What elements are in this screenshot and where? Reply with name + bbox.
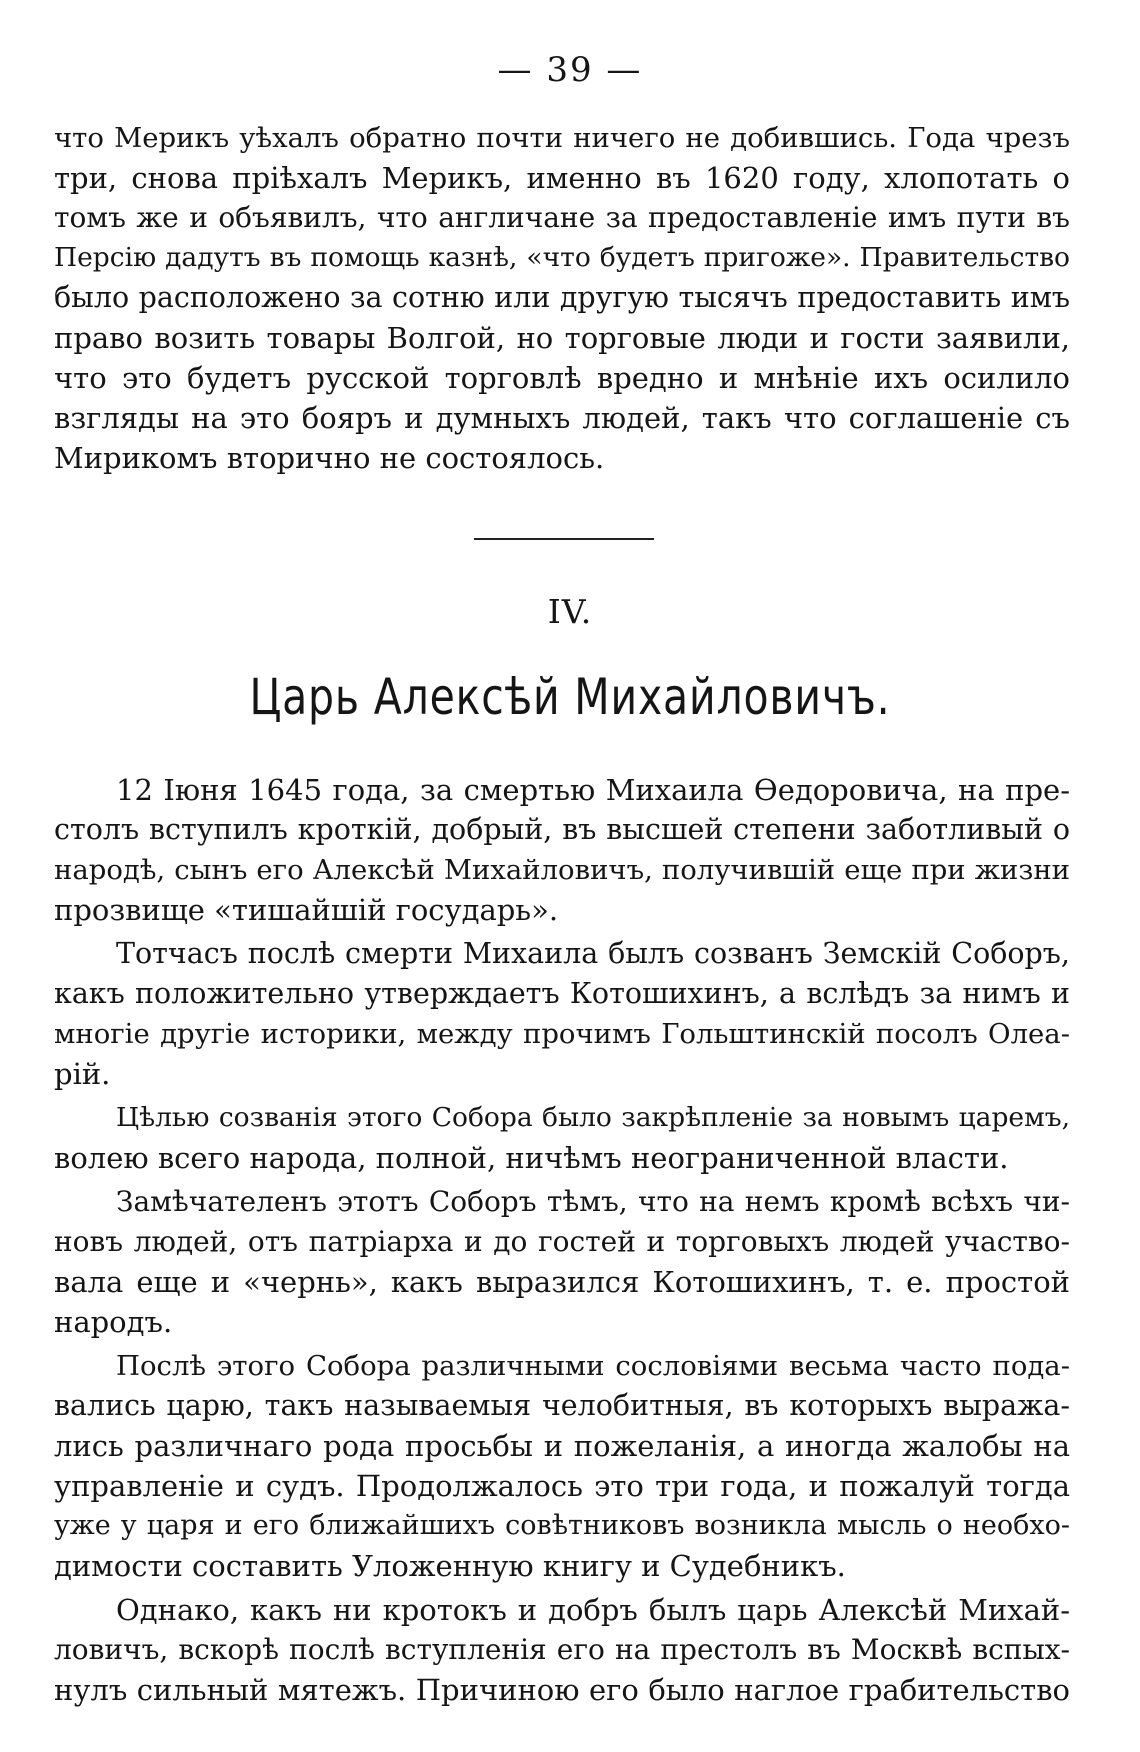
text-line: три, снова прiѣхалъ Мерикъ, именно въ 1620 году, хлопотать о xyxy=(54,161,1070,195)
text-line: что Мерикъ уѣхалъ обратно почти ничего не добившись. Года чрезъ xyxy=(54,122,1070,154)
text-line: взгляды на это бояръ и думныхъ людей, такъ что соглашенiе съ xyxy=(54,401,1070,435)
text-line: столъ вступилъ кроткiй, добрый, въ высшей степени заботливый о xyxy=(54,813,1070,846)
text-line: новъ людей, отъ патрiарха и до гостей и торговыхъ людей участво- xyxy=(54,1225,1070,1258)
text-line: ловичъ, вскорѣ послѣ вступленiя его на престолъ въ Москвѣ вспых- xyxy=(54,1633,1070,1666)
text-line: народѣ, сынъ его Алексѣй Михайловичъ, получившiй еще при жизни xyxy=(54,854,1070,886)
text-line: 12 Iюня 1645 года, за смертью Михаила Ѳедоровича, на пре- xyxy=(116,773,1070,807)
text-line: управленiе и судъ. Продолжалось это три года, и пожалуй тогда xyxy=(54,1469,1070,1503)
text-line: многiе другiе историки, между прочимъ Гольштинскiй посолъ Олеа- xyxy=(54,1018,1070,1050)
text-line: нулъ сильный мятежъ. Причиною его было наглое грабительство xyxy=(54,1673,1070,1707)
text-line: народъ. xyxy=(54,1305,173,1339)
text-line: что это будетъ русской торговлѣ вредно и мнѣнiе ихъ осилило xyxy=(54,361,1070,395)
text-line: Цѣлью созванiя этого Собора было закрѣпленiе за новымъ царемъ, xyxy=(116,1102,1070,1133)
text-line: вались царю, такъ называемыя челобитныя, въ которыхъ выража- xyxy=(54,1389,1070,1422)
text-line: вала еще и «чернь», какъ выразился Котошихинъ, т. е. простой xyxy=(54,1265,1070,1299)
text-line: право возить товары Волгой, но торговые люди и гости заявили, xyxy=(54,321,1070,355)
text-line: Мирикомъ вторично не состоялось. xyxy=(54,441,605,475)
section-number: IV. xyxy=(547,592,593,631)
text-line: прозвище «тишайшiй государь». xyxy=(54,893,559,927)
text-line: рiй. xyxy=(54,1057,111,1091)
text-line: было расположено за сотню или другую тысячъ предоставить имъ xyxy=(54,281,1070,314)
text-line: Замѣчателенъ этотъ Соборъ тѣмъ, что на немъ кромѣ всѣхъ чи- xyxy=(116,1185,1070,1218)
text-line: димости составить Уложенную книгу и Судебникъ. xyxy=(54,1549,846,1583)
text-line: Однако, какъ ни кротокъ и добръ былъ царь Алексѣй Михай- xyxy=(116,1593,1070,1627)
text-line: лись различнаго рода просьбы и пожеланiя, а иногда жалобы на xyxy=(54,1429,1070,1463)
text-line: Тотчасъ послѣ смерти Михаила былъ созванъ Земскiй Соборъ, xyxy=(116,937,1070,970)
text-line: уже у царя и его ближайшихъ совѣтниковъ возникла мысль о необхо- xyxy=(54,1510,1070,1541)
text-line: Персiю дадутъ въ помощь казнѣ, «что будетъ пригоже». Правительство xyxy=(54,242,1070,273)
text-line: какъ положительно утверждаетъ Котошихинъ, а вслѣдъ за нимъ и xyxy=(54,977,1070,1010)
page-number: — 39 — xyxy=(497,50,643,90)
text-line: волею всего народа, полной, ничѣмъ неограниченной власти. xyxy=(54,1141,1009,1175)
chapter-title: Царь Алексѣй Михайловичъ. xyxy=(249,668,891,726)
text-line: томъ же и объявилъ, что англичане за предоставленiе имъ пути въ xyxy=(54,201,1070,234)
section-separator xyxy=(474,538,654,540)
text-line: Послѣ этого Собора различными сословiями весьма часто пода- xyxy=(116,1350,1070,1382)
